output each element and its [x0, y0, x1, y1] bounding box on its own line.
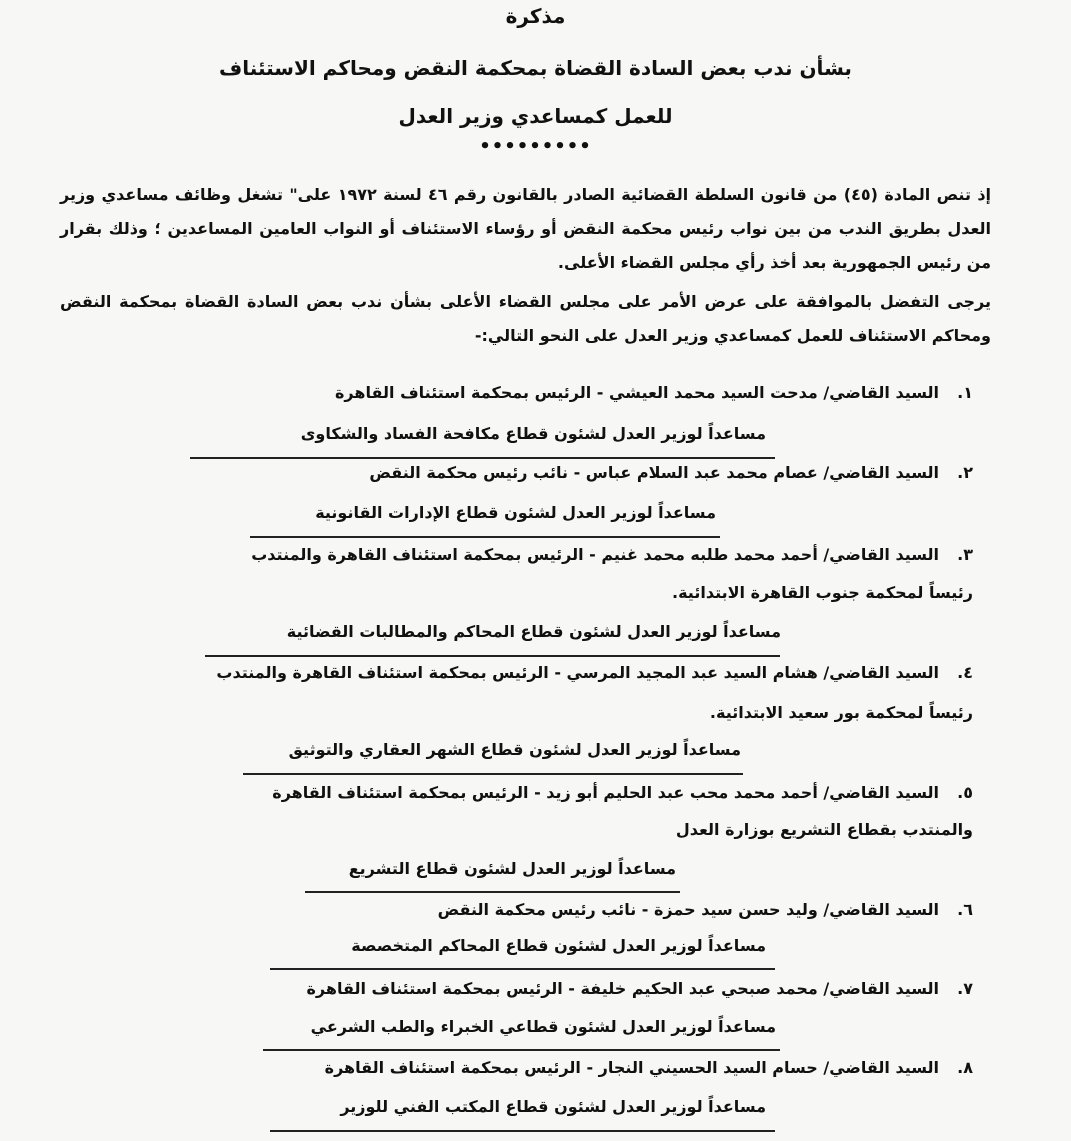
list-item: ٥.السيد القاضي/ أحمد محمد محب عبد الحليم أبو زيد - الرئيس بمحكمة استئناف القاهرة [272, 783, 973, 802]
divider [305, 891, 680, 893]
assignment-role: مساعداً لوزير العدل لشئون قطاع الإدارات القانونية [315, 503, 716, 522]
assignment-role: مساعداً لوزير العدل لشئون قطاع مكافحة الفساد والشكاوى [300, 424, 766, 443]
assignment-extra: رئيساً لمحكمة بور سعيد الابتدائية. [709, 703, 973, 722]
judge-name: السيد القاضي/ أحمد محمد طلبه محمد غنيم - الرئيس بمحكمة استئناف القاهرة والمنتدب [251, 545, 939, 564]
judge-name: السيد القاضي/ أحمد محمد محب عبد الحليم أبو زيد - الرئيس بمحكمة استئناف القاهرة [272, 783, 939, 802]
divider [263, 1049, 780, 1051]
assignment-role: مساعداً لوزير العدل لشئون قطاع المكتب الفني للوزير [340, 1097, 766, 1116]
subject-line-2: للعمل كمساعدي وزير العدل [398, 104, 673, 128]
divider [270, 968, 775, 970]
divider [250, 536, 720, 538]
list-item: ٤.السيد القاضي/ هشام السيد عبد المجيد المرسي - الرئيس بمحكمة استئناف القاهرة والمنتدب [216, 663, 973, 682]
list-item: ٢.السيد القاضي/ عصام محمد عبد السلام عباس - نائب رئيس محكمة النقض [369, 463, 973, 482]
document-title: مذكرة [505, 4, 566, 28]
assignment-role: مساعداً لوزير العدل لشئون قطاع المحاكم والمطالبات القضائية [286, 622, 781, 641]
assignment-role: مساعداً لوزير العدل لشئون قطاع المحاكم المتخصصة [351, 936, 766, 955]
judge-name: السيد القاضي/ حسام السيد الحسيني النجار - الرئيس بمحكمة استئناف القاهرة [324, 1058, 939, 1077]
list-item: ٨.السيد القاضي/ حسام السيد الحسيني النجار - الرئيس بمحكمة استئناف القاهرة [324, 1058, 973, 1077]
divider [205, 655, 780, 657]
intro-paragraph: إذ تنص المادة (٤٥) من قانون السلطة القضائية الصادر بالقانون رقم ٤٦ لسنة ١٩٧٢ على" تشغل وظائف مساعدي وزير العدل بطريق الندب من بين نواب رئيس محكمة النقض أو رؤساء الاستئناف أو النواب العامين المساعدين ؛ وذلك بقرار من رئيس الجمهورية بعد أخذ رأي مجلس القضاء الأعلى. [60, 185, 992, 272]
divider [270, 1130, 775, 1132]
assignment-role: مساعداً لوزير العدل لشئون قطاع الشهر العقاري والتوثيق [288, 740, 741, 759]
divider [243, 773, 743, 775]
assignment-extra: رئيساً لمحكمة جنوب القاهرة الابتدائية. [672, 583, 973, 602]
judge-name: السيد القاضي/ عصام محمد عبد السلام عباس - نائب رئيس محكمة النقض [369, 463, 939, 482]
divider [190, 457, 775, 459]
request-paragraph: يرجى التفضل بالموافقة على عرض الأمر على مجلس القضاء الأعلى بشأن ندب بعض السادة القضاة بمحكمة النقض ومحاكم الاستئناف للعمل كمساعدي وزير العدل على النحو التالي:- [60, 292, 991, 345]
separator: ••••••••• [479, 136, 592, 157]
assignment-role: مساعداً لوزير العدل لشئون قطاعي الخبراء والطب الشرعي [310, 1017, 776, 1036]
judge-name: السيد القاضي/ مدحت السيد محمد العيشي - الرئيس بمحكمة استئناف القاهرة [334, 383, 939, 402]
judge-name: السيد القاضي/ محمد صبحي عبد الحكيم خليفة - الرئيس بمحكمة استئناف القاهرة [306, 979, 939, 998]
subject-line-1: بشأن ندب بعض السادة القضاة بمحكمة النقض ومحاكم الاستئناف [219, 56, 852, 80]
judge-name: السيد القاضي/ وليد حسن سيد حمزة - نائب رئيس محكمة النقض [437, 900, 939, 919]
assignment-extra: والمنتدب بقطاع التشريع بوزارة العدل [675, 820, 973, 839]
list-item: ١.السيد القاضي/ مدحت السيد محمد العيشي - الرئيس بمحكمة استئناف القاهرة [334, 383, 973, 402]
list-item: ٧.السيد القاضي/ محمد صبحي عبد الحكيم خليفة - الرئيس بمحكمة استئناف القاهرة [306, 979, 973, 998]
assignment-role: مساعداً لوزير العدل لشئون قطاع التشريع [348, 859, 676, 878]
list-item: ٣.السيد القاضي/ أحمد محمد طلبه محمد غنيم - الرئيس بمحكمة استئناف القاهرة والمنتدب [251, 545, 973, 564]
judge-name: السيد القاضي/ هشام السيد عبد المجيد المرسي - الرئيس بمحكمة استئناف القاهرة والمنتدب [216, 663, 939, 682]
list-item: ٦.السيد القاضي/ وليد حسن سيد حمزة - نائب رئيس محكمة النقض [437, 900, 973, 919]
